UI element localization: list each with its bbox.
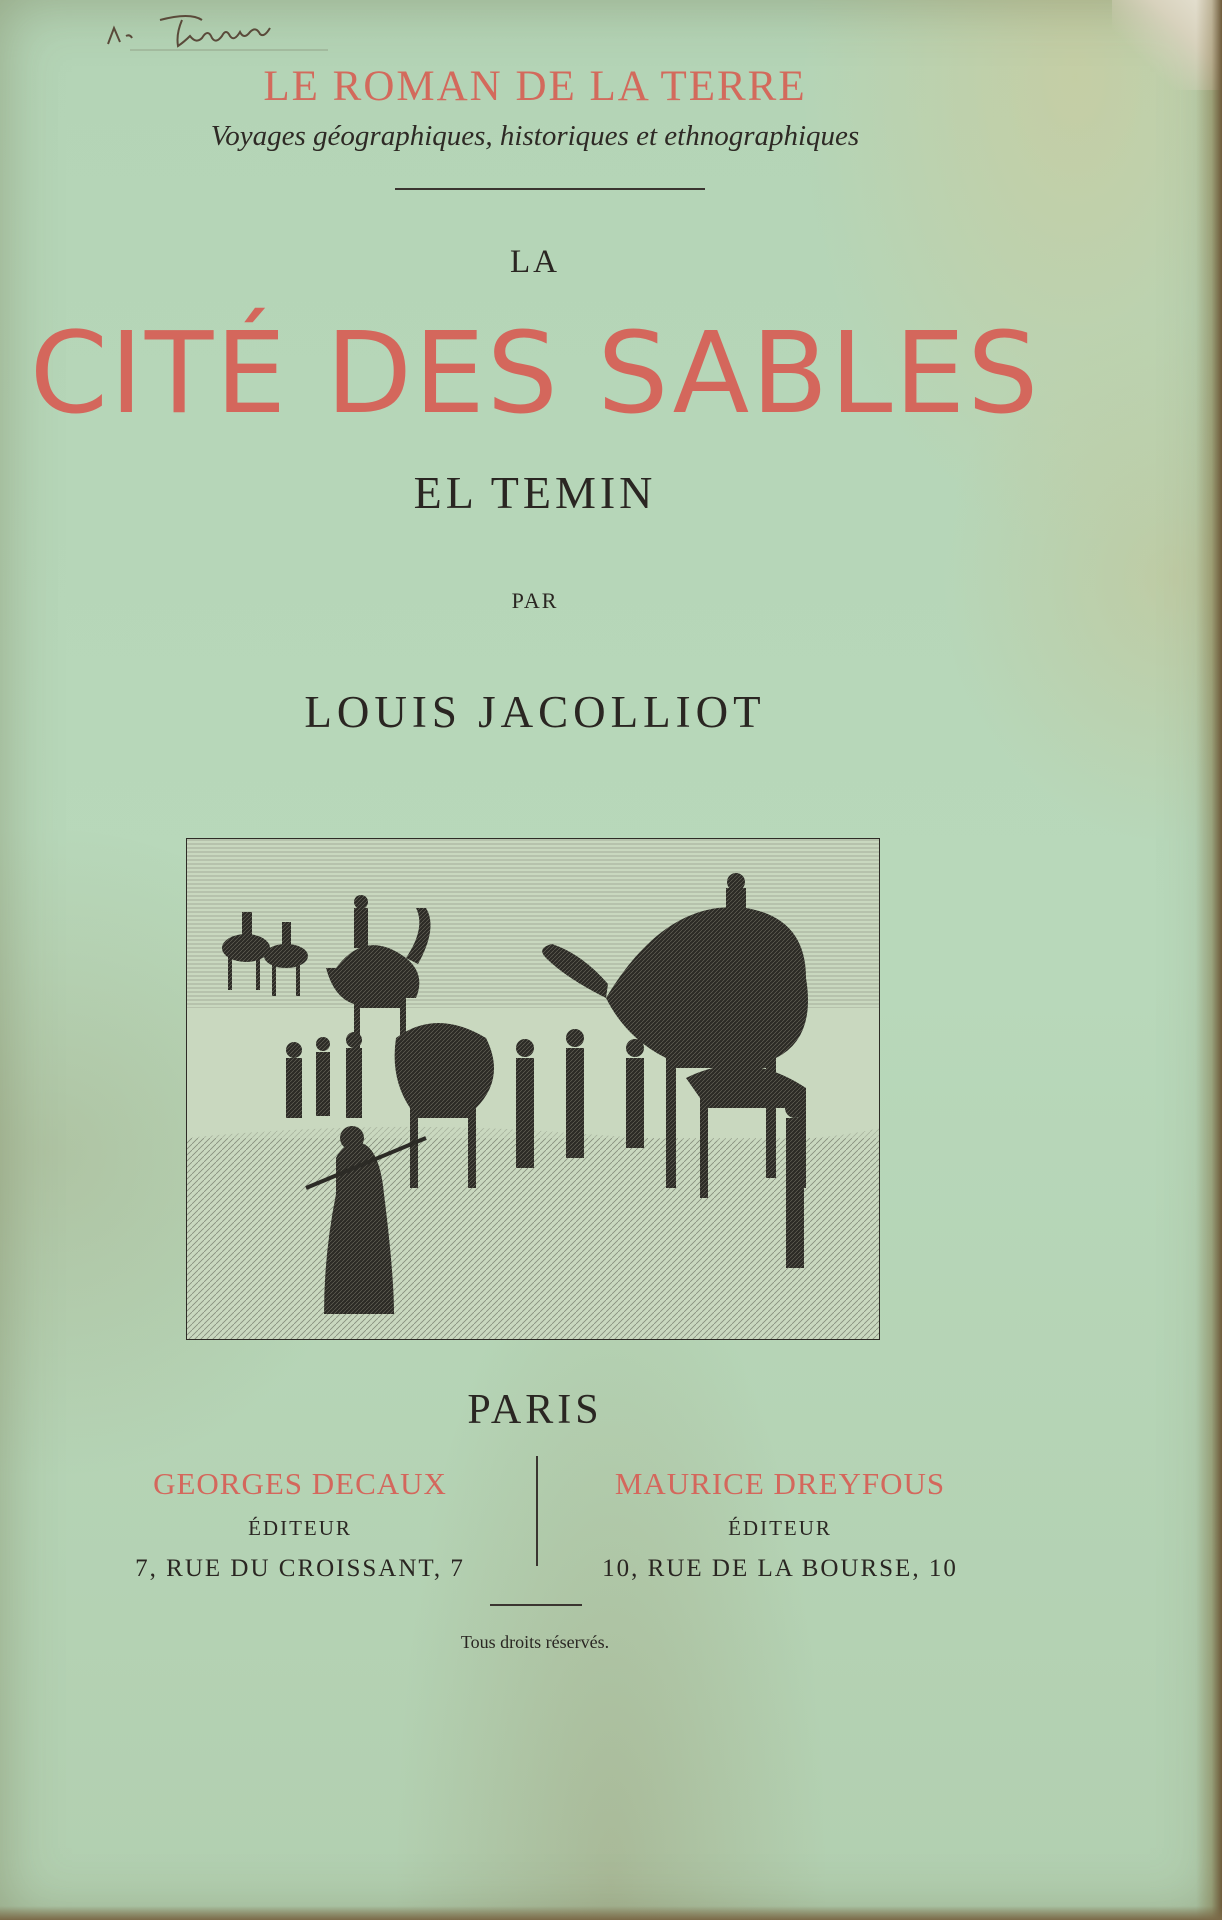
caravan-engraving-image	[186, 838, 880, 1340]
series-subtitle: Voyages géographiques, historiques et ethnographiques	[210, 120, 860, 152]
publisher-left-role: ÉDITEUR	[248, 1516, 352, 1540]
publisher-left-address: 7, RUE DU CROISSANT, 7	[135, 1555, 465, 1582]
bottom-rule	[490, 1604, 582, 1606]
publisher-right	[580, 1466, 980, 1583]
series-title: LE ROMAN DE LA TERRE	[263, 63, 807, 110]
author-name: LOUIS JACOLLIOT	[304, 687, 766, 737]
book-subtitle: EL TEMIN	[413, 467, 657, 518]
publisher-left	[120, 1466, 480, 1583]
publisher-right-name: MAURICE DREYFOUS	[614, 1466, 946, 1501]
worn-bottom-edge	[0, 1906, 1222, 1920]
publisher-left-name: GEORGES DECAUX	[153, 1466, 447, 1501]
publisher-right-address: 10, RUE DE LA BOURSE, 10	[602, 1555, 958, 1582]
rights-notice: Tous droits réservés.	[460, 1632, 610, 1652]
worn-right-edge	[1196, 0, 1222, 1920]
by-label: PAR	[511, 588, 559, 613]
book-title: CITÉ DES SABLES	[29, 309, 1041, 439]
title-article: LA	[510, 244, 560, 280]
imprint-place: PARIS	[467, 1387, 603, 1433]
publisher-right-role: ÉDITEUR	[728, 1516, 832, 1540]
publisher-divider	[536, 1456, 538, 1566]
handwritten-signature	[100, 6, 340, 56]
top-rule	[395, 188, 705, 190]
